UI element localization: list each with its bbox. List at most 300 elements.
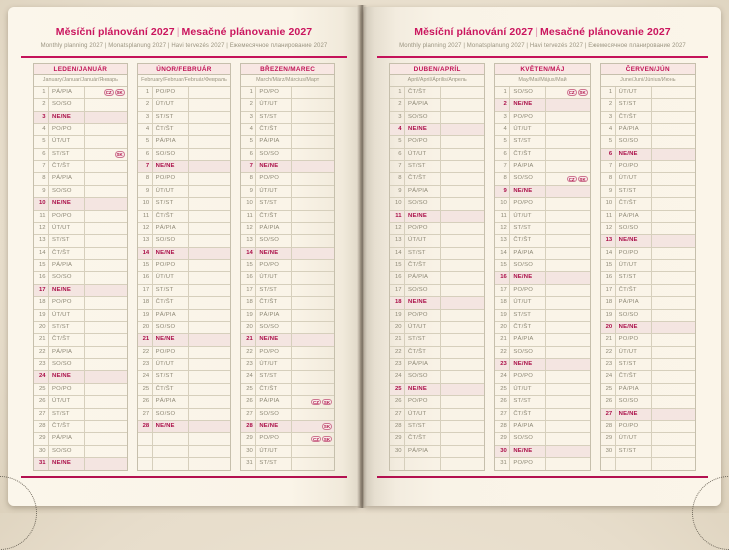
- day-row: [34, 396, 127, 408]
- day-number: 14: [34, 248, 49, 259]
- weekday-label: ST/ST: [510, 396, 546, 407]
- day-row-sunday: [495, 186, 589, 198]
- right-page: [364, 7, 721, 506]
- day-number: 18: [34, 297, 49, 308]
- day-row: [34, 446, 127, 458]
- day-number: 20: [390, 322, 405, 333]
- day-row: [241, 433, 334, 445]
- weekday-label: PO/PO: [510, 371, 546, 382]
- day-number: 9: [390, 186, 405, 197]
- day-row: [601, 211, 695, 223]
- cz-holiday-badge: CZ: [105, 90, 112, 96]
- weekday-label: PO/PO: [153, 260, 189, 271]
- day-row: [601, 433, 695, 445]
- weekday-label: PO/PO: [49, 124, 85, 135]
- notes-cell: [652, 235, 695, 246]
- day-number: 10: [34, 198, 49, 209]
- day-row: [390, 421, 484, 433]
- day-number: 27: [34, 409, 49, 420]
- day-number: 29: [34, 433, 49, 444]
- day-row-sunday: [241, 334, 334, 346]
- page-title-czech: Měsíční plánování 2027: [414, 26, 534, 38]
- day-row: [241, 223, 334, 235]
- notes-cell: [189, 198, 231, 209]
- weekday-label: SO/SO: [510, 347, 546, 358]
- day-row: [34, 322, 127, 334]
- notes-cell: [189, 173, 231, 184]
- day-number: [390, 458, 405, 470]
- weekday-label: ST/ST: [510, 310, 546, 321]
- notes-cell: [189, 310, 231, 321]
- day-number: 15: [495, 260, 510, 271]
- day-number: 16: [138, 272, 153, 283]
- weekday-label: NE/NE: [153, 161, 189, 172]
- notes-cell: [189, 458, 231, 470]
- weekday-label: PO/PO: [405, 310, 441, 321]
- day-number: 6: [601, 149, 616, 160]
- notes-cell: [85, 186, 127, 197]
- weekday-label: NE/NE: [510, 272, 546, 283]
- day-row: [601, 99, 695, 111]
- notes-cell: [292, 87, 334, 98]
- day-row: [138, 384, 231, 396]
- day-row: [495, 285, 589, 297]
- weekday-label: SO/SO: [405, 285, 441, 296]
- notes-cell: [652, 161, 695, 172]
- day-number: 14: [495, 248, 510, 259]
- day-number: 9: [495, 186, 510, 197]
- title-separator: |: [535, 26, 539, 38]
- notes-cell: [546, 347, 589, 358]
- sk-holiday-badge: SK: [323, 424, 331, 430]
- weekday-label: NE/NE: [616, 235, 652, 246]
- weekday-label: ČT/ŠT: [49, 421, 85, 432]
- weekday-label: [153, 433, 189, 444]
- weekday-label: ÚT/UT: [616, 433, 652, 444]
- page-subtitle: Monthly planning 2027 | Monatsplanung 2027 | Havi tervezés 2027 | Ежемесячное планирование 2027: [399, 43, 686, 49]
- day-number: 29: [241, 433, 256, 444]
- notes-cell: [85, 371, 127, 382]
- day-number: 30: [495, 446, 510, 457]
- day-row: [241, 347, 334, 359]
- weekday-label: PO/PO: [405, 396, 441, 407]
- day-number: 14: [241, 248, 256, 259]
- notes-cell: [189, 297, 231, 308]
- day-row: [390, 433, 484, 445]
- day-row: [390, 334, 484, 346]
- notes-cell: [85, 322, 127, 333]
- weekday-label: ÚT/UT: [616, 173, 652, 184]
- day-row: [138, 409, 231, 421]
- day-number: 26: [241, 396, 256, 407]
- notes-cell: [85, 421, 127, 432]
- day-row: [601, 173, 695, 185]
- day-number: 17: [241, 285, 256, 296]
- weekday-label: ÚT/UT: [510, 211, 546, 222]
- weekday-label: PÁ/PIA: [153, 396, 189, 407]
- day-row: [138, 371, 231, 383]
- day-row: [241, 359, 334, 371]
- notes-cell: [189, 409, 231, 420]
- day-row: [390, 322, 484, 334]
- day-row-sunday: [138, 161, 231, 173]
- day-number: 13: [241, 235, 256, 246]
- notes-cell: [441, 458, 484, 470]
- day-number: 6: [138, 149, 153, 160]
- weekday-label: [153, 446, 189, 457]
- notes-cell: [652, 173, 695, 184]
- day-row: [495, 235, 589, 247]
- notes-cell: [189, 421, 231, 432]
- notes-cell: [189, 260, 231, 271]
- day-number: 4: [241, 124, 256, 135]
- day-number: 13: [390, 235, 405, 246]
- day-row: [390, 136, 484, 148]
- day-row-sunday: [34, 458, 127, 470]
- day-row: [34, 421, 127, 433]
- day-row: [138, 260, 231, 272]
- weekday-label: ČT/ŠT: [510, 409, 546, 420]
- day-number: 6: [34, 149, 49, 160]
- weekday-label: ČT/ŠT: [616, 285, 652, 296]
- weekday-label: PÁ/PIA: [49, 347, 85, 358]
- weekday-label: PÁ/PIA: [153, 223, 189, 234]
- notes-cell: [546, 87, 589, 98]
- weekday-label: PO/PO: [510, 112, 546, 123]
- notes-cell: [546, 334, 589, 345]
- day-number: 24: [34, 371, 49, 382]
- notes-cell: [292, 211, 334, 222]
- notes-cell: [85, 223, 127, 234]
- day-number: 31: [241, 458, 256, 470]
- title-separator: |: [176, 26, 180, 38]
- day-row: [390, 87, 484, 99]
- day-row: [138, 297, 231, 309]
- notes-cell: [546, 359, 589, 370]
- day-number: 26: [601, 396, 616, 407]
- day-number: 24: [241, 371, 256, 382]
- weekday-label: ÚT/UT: [49, 310, 85, 321]
- weekday-label: SO/SO: [510, 87, 546, 98]
- day-number: 26: [495, 396, 510, 407]
- notes-cell: [652, 310, 695, 321]
- day-number: 12: [495, 223, 510, 234]
- notes-cell: [441, 272, 484, 283]
- notes-cell: [292, 112, 334, 123]
- footer-rule: [377, 476, 708, 478]
- weekday-label: SO/SO: [256, 235, 292, 246]
- day-number: 15: [241, 260, 256, 271]
- day-number: 18: [138, 297, 153, 308]
- weekday-label: ÚT/UT: [510, 384, 546, 395]
- notes-cell: [189, 99, 231, 110]
- day-row: [495, 149, 589, 161]
- day-row-sunday: [601, 149, 695, 161]
- day-number: 28: [34, 421, 49, 432]
- weekday-label: NE/NE: [49, 371, 85, 382]
- weekday-label: ÚT/UT: [510, 124, 546, 135]
- weekday-label: PO/PO: [49, 297, 85, 308]
- notes-cell: [292, 384, 334, 395]
- day-number: 4: [34, 124, 49, 135]
- notes-cell: [546, 112, 589, 123]
- notes-cell: [292, 235, 334, 246]
- weekday-label: NE/NE: [510, 99, 546, 110]
- weekday-label: NE/NE: [153, 334, 189, 345]
- notes-cell: [85, 136, 127, 147]
- day-number: 7: [138, 161, 153, 172]
- day-row: [241, 285, 334, 297]
- weekday-label: ÚT/UT: [256, 359, 292, 370]
- notes-cell: [546, 198, 589, 209]
- notes-cell: [652, 371, 695, 382]
- notes-cell: [292, 285, 334, 296]
- weekday-label: ST/ST: [256, 198, 292, 209]
- day-row: [601, 384, 695, 396]
- weekday-label: NE/NE: [616, 149, 652, 160]
- day-row-sunday: [138, 334, 231, 346]
- notes-cell: [546, 371, 589, 382]
- day-number: 18: [601, 297, 616, 308]
- day-number: [138, 433, 153, 444]
- weekday-label: PÁ/PIA: [256, 223, 292, 234]
- day-number: 12: [390, 223, 405, 234]
- weekday-label: NE/NE: [616, 409, 652, 420]
- day-row: [138, 347, 231, 359]
- notes-cell: [292, 421, 334, 432]
- day-number: 25: [138, 384, 153, 395]
- day-row: [34, 173, 127, 185]
- notes-cell: [546, 446, 589, 457]
- weekday-label: ST/ST: [405, 248, 441, 259]
- day-row: [390, 149, 484, 161]
- notes-cell: [85, 198, 127, 209]
- weekday-label: SO/SO: [153, 409, 189, 420]
- month-name: KVĚTEN/MÁJ: [495, 64, 589, 76]
- notes-cell: [652, 260, 695, 271]
- day-row-sunday: [34, 285, 127, 297]
- notes-cell: [652, 223, 695, 234]
- weekday-label: ČT/ŠT: [256, 211, 292, 222]
- day-row-sunday: [34, 198, 127, 210]
- day-row: [34, 384, 127, 396]
- notes-cell: [85, 161, 127, 172]
- day-number: 15: [601, 260, 616, 271]
- notes-cell: [546, 235, 589, 246]
- notes-cell: [441, 310, 484, 321]
- day-row: [495, 322, 589, 334]
- page-title-slovak: Mesačné plánovanie 2027: [540, 26, 671, 38]
- weekday-label: ČT/ŠT: [405, 173, 441, 184]
- day-row: [241, 272, 334, 284]
- day-row: [34, 136, 127, 148]
- day-number: 21: [601, 334, 616, 345]
- day-row: [138, 99, 231, 111]
- day-number: 6: [495, 149, 510, 160]
- day-number: 29: [390, 433, 405, 444]
- day-row: [34, 409, 127, 421]
- day-row: [390, 285, 484, 297]
- page-title-slovak: Mesačné plánovanie 2027: [181, 26, 313, 38]
- weekday-label: PÁ/PIA: [405, 272, 441, 283]
- weekday-label: ST/ST: [256, 458, 292, 470]
- month-column: [240, 63, 335, 472]
- day-number: 9: [241, 186, 256, 197]
- day-row: [495, 297, 589, 309]
- weekday-label: ÚT/UT: [510, 297, 546, 308]
- day-row: [601, 272, 695, 284]
- weekday-label: PÁ/PIA: [153, 310, 189, 321]
- day-number: 26: [390, 396, 405, 407]
- notes-cell: [441, 99, 484, 110]
- weekday-label: ČT/ŠT: [153, 297, 189, 308]
- notes-cell: [441, 112, 484, 123]
- day-number: 28: [138, 421, 153, 432]
- weekday-label: ST/ST: [256, 371, 292, 382]
- day-number: 20: [34, 322, 49, 333]
- notes-cell: [85, 173, 127, 184]
- day-number: 8: [138, 173, 153, 184]
- notes-cell: [441, 149, 484, 160]
- weekday-label: PÁ/PIA: [49, 260, 85, 271]
- notes-cell: [85, 260, 127, 271]
- weekday-label: ST/ST: [256, 112, 292, 123]
- day-number: 18: [390, 297, 405, 308]
- weekday-label: ÚT/UT: [256, 446, 292, 457]
- notes-cell: [441, 347, 484, 358]
- day-row: [495, 371, 589, 383]
- weekday-label: ST/ST: [153, 198, 189, 209]
- day-number: 19: [241, 310, 256, 321]
- day-row: [34, 149, 127, 161]
- notes-cell: [652, 149, 695, 160]
- notes-cell: [85, 409, 127, 420]
- day-row: [495, 458, 589, 470]
- day-row: [241, 322, 334, 334]
- day-row: [138, 310, 231, 322]
- day-number: 27: [390, 409, 405, 420]
- day-number: 12: [601, 223, 616, 234]
- day-number: 13: [495, 235, 510, 246]
- weekday-label: ČT/ŠT: [510, 322, 546, 333]
- weekday-label: ÚT/UT: [49, 136, 85, 147]
- notes-cell: [85, 272, 127, 283]
- day-number: 1: [390, 87, 405, 98]
- day-number: 17: [390, 285, 405, 296]
- day-row: [390, 347, 484, 359]
- day-number: 8: [495, 173, 510, 184]
- day-number: 26: [138, 396, 153, 407]
- notes-cell: [546, 173, 589, 184]
- day-row: [601, 297, 695, 309]
- day-row-sunday: [390, 124, 484, 136]
- day-row-sunday: [495, 99, 589, 111]
- notes-cell: [441, 124, 484, 135]
- sk-holiday-badge: SK: [579, 176, 586, 182]
- day-row: [138, 149, 231, 161]
- day-row: [601, 223, 695, 235]
- day-row-sunday: [34, 112, 127, 124]
- notes-cell: [189, 272, 231, 283]
- day-row: [241, 112, 334, 124]
- weekday-label: NE/NE: [153, 248, 189, 259]
- day-row-sunday: [390, 297, 484, 309]
- weekday-label: NE/NE: [405, 211, 441, 222]
- weekday-label: ST/ST: [616, 186, 652, 197]
- weekday-label: ÚT/UT: [256, 186, 292, 197]
- day-number: 25: [495, 384, 510, 395]
- day-number: [138, 458, 153, 470]
- notes-cell: [441, 433, 484, 444]
- month-name: ÚNOR/FEBRUÁR: [138, 64, 231, 76]
- weekday-label: PÁ/PIA: [256, 310, 292, 321]
- weekday-label: SO/SO: [510, 173, 546, 184]
- weekday-label: PO/PO: [616, 334, 652, 345]
- day-number: 2: [390, 99, 405, 110]
- notes-cell: [292, 260, 334, 271]
- day-row: [241, 310, 334, 322]
- day-row: [495, 136, 589, 148]
- weekday-label: ST/ST: [49, 322, 85, 333]
- weekday-label: PO/PO: [256, 87, 292, 98]
- day-number: 1: [601, 87, 616, 98]
- day-row-sunday: [241, 421, 334, 433]
- weekday-label: ČT/ŠT: [616, 198, 652, 209]
- notes-cell: [546, 396, 589, 407]
- notes-cell: [85, 310, 127, 321]
- day-number: 25: [390, 384, 405, 395]
- notes-cell: [189, 124, 231, 135]
- day-number: 29: [601, 433, 616, 444]
- header-rule: [21, 56, 347, 58]
- weekday-label: PÁ/PIA: [616, 124, 652, 135]
- day-number: 10: [241, 198, 256, 209]
- page-title: [364, 26, 721, 39]
- notes-cell: [292, 310, 334, 321]
- day-number: 28: [601, 421, 616, 432]
- weekday-label: ST/ST: [405, 421, 441, 432]
- day-number: 11: [138, 211, 153, 222]
- month-languages: April/April/Április/Апрель: [390, 75, 484, 87]
- day-number: 21: [138, 334, 153, 345]
- notes-cell: [85, 384, 127, 395]
- weekday-label: PO/PO: [510, 285, 546, 296]
- day-number: 16: [390, 272, 405, 283]
- day-number: 17: [138, 285, 153, 296]
- weekday-label: SO/SO: [616, 310, 652, 321]
- notes-cell: [292, 359, 334, 370]
- notes-cell: [441, 322, 484, 333]
- day-row: [601, 347, 695, 359]
- weekday-label: PO/PO: [510, 198, 546, 209]
- notes-cell: [652, 347, 695, 358]
- day-number: 10: [390, 198, 405, 209]
- notes-cell: [292, 433, 334, 444]
- weekday-label: SO/SO: [256, 149, 292, 160]
- weekday-label: ST/ST: [616, 359, 652, 370]
- day-number: 25: [34, 384, 49, 395]
- notes-cell: [441, 161, 484, 172]
- notes-cell: [85, 446, 127, 457]
- day-row: [601, 371, 695, 383]
- day-row: [601, 248, 695, 260]
- day-row: [390, 198, 484, 210]
- weekday-label: ÚT/UT: [616, 87, 652, 98]
- notes-cell: [85, 112, 127, 123]
- day-number: 31: [495, 458, 510, 470]
- day-number: 19: [601, 310, 616, 321]
- notes-cell: [292, 161, 334, 172]
